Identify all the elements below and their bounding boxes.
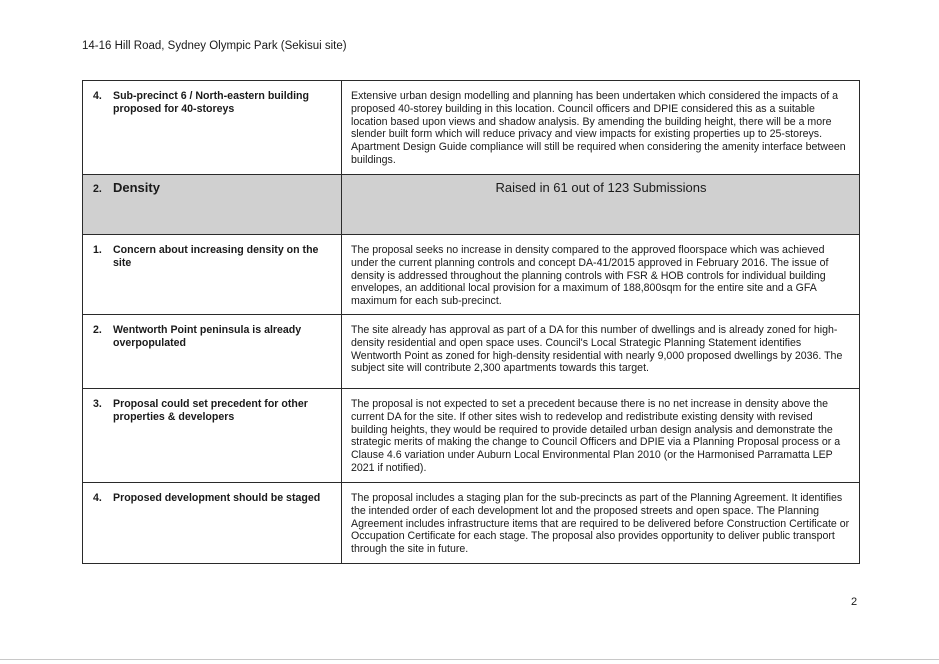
response-cell (342, 483, 860, 564)
issue-cell (83, 235, 342, 315)
issue-text: Concern about increasing density on the site (113, 244, 319, 269)
section-title-cell (83, 175, 342, 235)
issue-cell (83, 315, 342, 389)
issue-number: 4. (93, 492, 102, 504)
issue-text: Wentworth Point peninsula is already overpopulated (113, 324, 302, 349)
table-row (83, 81, 860, 175)
issue-number: 4. (93, 90, 102, 102)
issue-number: 2. (93, 324, 102, 336)
response-text: The proposal is not expected to set a precedent because there is no net increase in density above the current DA for the site. If other sites wish to redevelop and redistribute existing density with revised building heights, they would be required to provide detailed urban design analysis and demonstrate the strategic merits of making the change to Council Officers and DPIE via a Planning Proposal process or a Clause 4.6 variation under Auburn Local Environmental Plan 2010 (or the Harmonised Parramatta LEP 2021 if notified). (351, 398, 841, 474)
section-summary-cell (342, 175, 860, 235)
issue-text: Proposal could set precedent for other properties & developers (113, 398, 308, 423)
issue-number: 1. (93, 244, 102, 256)
table-row (83, 235, 860, 315)
table-row (83, 483, 860, 564)
response-cell (342, 235, 860, 315)
section-number: 2. (93, 183, 102, 195)
table-row (83, 315, 860, 389)
issue-cell (83, 483, 342, 564)
issue-text: Proposed development should be staged (113, 492, 321, 504)
section-title: Density (113, 180, 160, 195)
response-text: The proposal seeks no increase in density compared to the approved floorspace which was achieved under the current planning controls and concept DA-41/2015 approved in February 2016. The issue of density is addressed throughout the planning controls with FSR & HOB controls for individual building envelopes, an additional local provision for a maximum of 188,800sqm for the entire site and a GFA maximum for each sub-precinct. (351, 244, 829, 308)
response-text: The proposal includes a staging plan for the sub-precincts as part of the Planning Agreement. It identifies the intended order of each development lot and the proposed streets and open space. The Planning Agreement includes infrastructure items that are required to be delivered before Construction Certificate or Occupation Certificate for each stage. The proposal also provides opportunity to deliver public transport through the site in future. (351, 492, 850, 556)
response-text: Extensive urban design modelling and planning has been undertaken which considered the impacts of a proposed 40-storey building in this location. Council officers and DPIE considered this as a suitable location based upon views and shadow analysis. By amending the building height, there will be a more slender built form which will reduce privacy and view impacts for existing properties up to 25-storeys. Apartment Design Guide compliance will still be required when considering the amenity interface between buildings. (351, 90, 846, 166)
table-row (83, 389, 860, 483)
section-summary: Raised in 61 out of 123 Submissions (495, 180, 707, 195)
section-header-row (83, 175, 860, 235)
response-text: The site already has approval as part of a DA for this number of dwellings and is already zoned for high-density residential and open space uses. Council's Local Strategic Planning Statement identifies Wentworth Point as zoned for high-density residential with nearly 9,000 proposed dwellings by 2036. The subject site will contribute 2,300 apartments towards this target. (351, 324, 843, 375)
response-cell (342, 389, 860, 483)
issue-cell (83, 389, 342, 483)
issue-text: Sub-precinct 6 / North-eastern building proposed for 40-storeys (113, 90, 309, 115)
page-bottom-divider (0, 659, 939, 660)
issue-cell (83, 81, 342, 175)
issue-number: 3. (93, 398, 102, 410)
page-header: 14-16 Hill Road, Sydney Olympic Park (Sekisui site) (82, 40, 347, 52)
response-cell (342, 81, 860, 175)
response-cell (342, 315, 860, 389)
submissions-table (82, 80, 860, 564)
page-number: 2 (851, 596, 858, 608)
